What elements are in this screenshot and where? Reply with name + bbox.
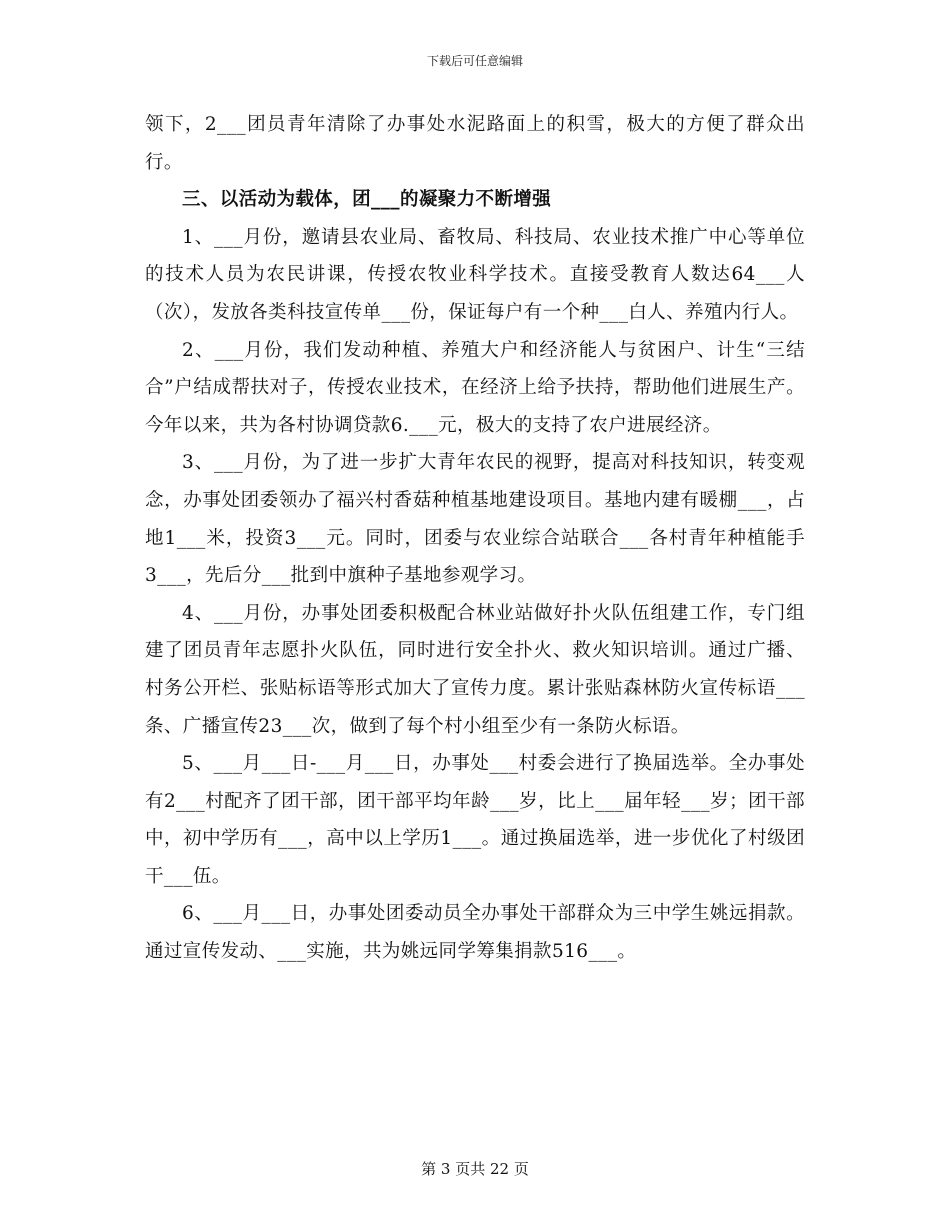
paragraph-item-6: 6、___月___日，办事处团委动员全办事处干部群众为三中学生姚远捐款。通过宣传发动、___实施，共为姚远同学筹集捐款516___。 (145, 903, 805, 963)
paragraph-item-5: 5、___月___日-___月___日，办事处___村委会进行了换届选举。全办事处有2___村配齐了团干部，团干部平均年龄___岁，比上___届年轻___岁；团干部中，初中学历有___，高中以上学历1___。通过换届选举，进一步优化了村级团干___伍。 (145, 753, 805, 887)
paragraph-item-3: 3、___月份，为了进一步扩大青年农民的视野，提高对科技知识，转变观念，办事处团委领办了福兴村香菇种植基地建设项目。基地内建有暖棚___，占地1___米，投资3___元。同时，团委与农业综合站联合___各村青年种植能手3___，先后分___批到中旗种子基地参观学习。 (145, 452, 805, 587)
paragraph-item-2: 2、___月份，我们发动种植、养殖大户和经济能人与贫困户、计生“三结合”户结成帮扶对子，传授农业技术，在经济上给予扶持，帮助他们进展生产。今年以来，共为各村协调贷款6.___元，极大的支持了农户进展经济。 (145, 339, 805, 436)
document-body (145, 106, 805, 971)
page-footer: 第 3 页共 22 页 (421, 1160, 529, 1178)
section-heading: 三、以活动为载体，团___的凝聚力不断增强 (182, 189, 552, 211)
paragraph-continuation: 领下，2___团员青年清除了办事处水泥路面上的积雪，极大的方便了群众出行。 (145, 114, 805, 173)
paragraph-item-4: 4、___月份，办事处团委积极配合林业站做好扑火队伍组建工作，专门组建了团员青年志愿扑火队伍，同时进行安全扑火、救火知识培训。通过广播、村务公开栏、张贴标语等形式加大了宣传力度。累计张贴森林防火宣传标语___条、广播宣传23___次，做到了每个村小组至少有一条防火标语。 (145, 602, 805, 737)
paragraph-item-1: 1、___月份，邀请县农业局、畜牧局、科技局、农业技术推广中心等单位的技术人员为农民讲课，传授农牧业科学技术。直接受教育人数达64___人（次），发放各类科技宣传单___份，保证每户有一个种___白人、养殖内行人。 (145, 226, 805, 323)
page-header: 下载后可任意编辑 (426, 54, 523, 68)
